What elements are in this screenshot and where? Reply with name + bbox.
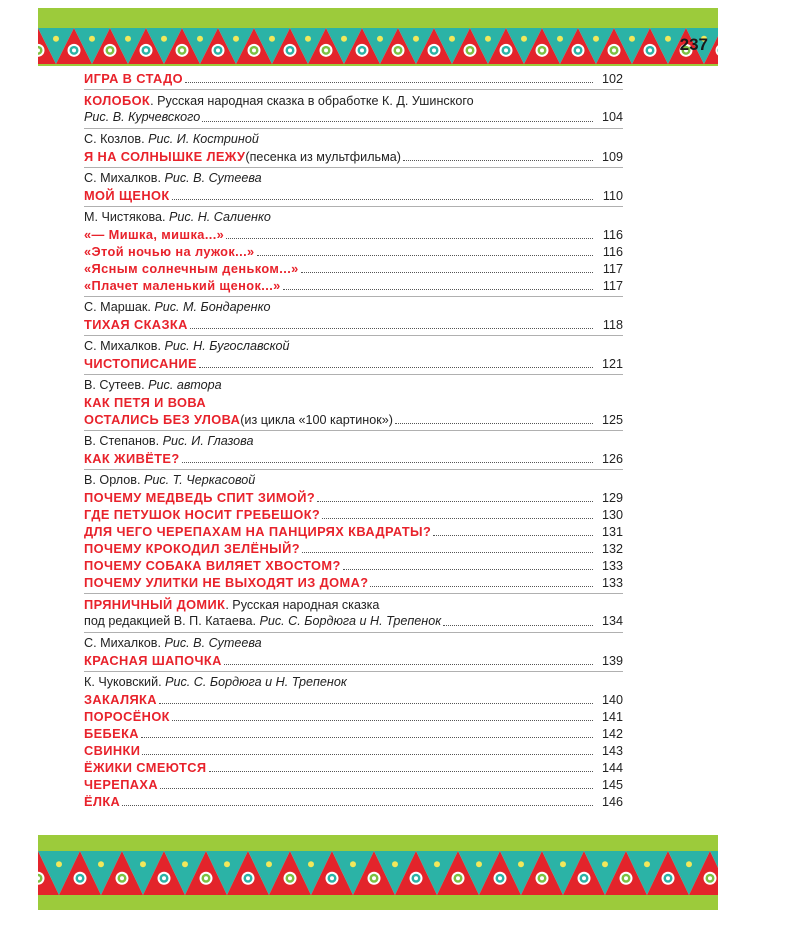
credit-line bbox=[84, 674, 623, 691]
divider bbox=[84, 593, 623, 594]
ornament-dot bbox=[224, 861, 230, 867]
author: С. Маршак. bbox=[84, 300, 151, 314]
ornament-dot bbox=[308, 861, 314, 867]
page-ref: 116 bbox=[602, 245, 623, 259]
toc-line[interactable] bbox=[84, 148, 623, 165]
ornament-dot bbox=[456, 876, 460, 880]
page-ref: 134 bbox=[601, 614, 623, 628]
page-ref: 116 bbox=[602, 228, 623, 242]
credit-line bbox=[84, 299, 623, 316]
page-ref: 117 bbox=[602, 279, 623, 293]
divider bbox=[84, 206, 623, 207]
story-title: «Плачет маленький щенок...» bbox=[84, 278, 281, 293]
leader-dots bbox=[224, 664, 593, 665]
ornament-dot bbox=[204, 876, 208, 880]
page-ref: 126 bbox=[601, 452, 623, 466]
story-title: ПОРОСЁНОК bbox=[84, 709, 170, 724]
ornament-dot bbox=[593, 36, 599, 42]
ornament-dot bbox=[372, 876, 376, 880]
ornament-dot bbox=[432, 48, 436, 52]
toc-line[interactable] bbox=[84, 759, 623, 776]
ornament-dot bbox=[125, 36, 131, 42]
page-ref: 129 bbox=[601, 491, 623, 505]
page-ref: 133 bbox=[601, 559, 623, 573]
ornament-dot bbox=[162, 876, 166, 880]
toc-line[interactable] bbox=[84, 725, 623, 742]
story-title: «Этой ночью на лужок...» bbox=[84, 244, 255, 259]
leader-dots bbox=[343, 569, 593, 570]
toc-line[interactable] bbox=[84, 187, 623, 204]
ornament-dot bbox=[576, 48, 580, 52]
page-ref: 140 bbox=[601, 693, 623, 707]
divider bbox=[84, 167, 623, 168]
story-title: Я НА СОЛНЫШКЕ ЛЕЖУ bbox=[84, 149, 246, 164]
toc-line[interactable] bbox=[84, 523, 623, 540]
toc-line[interactable] bbox=[84, 450, 623, 467]
ornament-dot bbox=[246, 876, 250, 880]
toc-line[interactable] bbox=[84, 776, 623, 793]
divider bbox=[84, 374, 623, 375]
leader-dots bbox=[209, 771, 594, 772]
illustrator: Рис. Т. Черкасовой bbox=[143, 473, 256, 487]
story-title: ЁЖИКИ СМЕЮТСЯ bbox=[84, 760, 207, 775]
illustrator: Рис. автора bbox=[148, 378, 222, 392]
author: С. Михалков. bbox=[84, 171, 161, 185]
leader-dots bbox=[172, 720, 593, 721]
ornament-dot bbox=[197, 36, 203, 42]
page-ref: 118 bbox=[602, 318, 623, 332]
story-title: ЧИСТОПИСАНИЕ bbox=[84, 356, 197, 371]
story-title: КАК ПЕТЯ И ВОВА bbox=[84, 395, 207, 410]
ornament-dot bbox=[557, 36, 563, 42]
ornament-dot bbox=[498, 876, 502, 880]
toc-line[interactable] bbox=[84, 506, 623, 523]
ornament-dot bbox=[216, 48, 220, 52]
ornament-dot bbox=[377, 36, 383, 42]
toc-entry bbox=[84, 596, 623, 630]
author: В. Орлов. bbox=[84, 473, 141, 487]
ornament-dot bbox=[72, 48, 76, 52]
ornament-dot bbox=[144, 48, 148, 52]
divider bbox=[84, 430, 623, 431]
top-ornament-band bbox=[38, 8, 718, 66]
page-number: 237 bbox=[679, 35, 708, 54]
story-title: БЕБЕКА bbox=[84, 726, 139, 741]
story-title: ЗАКАЛЯКА bbox=[84, 692, 157, 707]
leader-dots bbox=[159, 703, 593, 704]
credit-line bbox=[84, 170, 623, 187]
toc-line[interactable] bbox=[84, 92, 623, 109]
credit-line bbox=[84, 377, 623, 394]
page-ref: 102 bbox=[601, 72, 623, 86]
toc-entry bbox=[84, 92, 623, 126]
ornament-dot bbox=[540, 876, 544, 880]
toc-line[interactable] bbox=[84, 557, 623, 574]
toc-line[interactable] bbox=[84, 226, 623, 243]
page-ref: 144 bbox=[601, 761, 623, 775]
leader-dots bbox=[301, 272, 593, 273]
toc-line[interactable] bbox=[84, 596, 623, 613]
leader-dots bbox=[322, 518, 593, 519]
illustrator: Рис. И. Костриной bbox=[148, 132, 259, 146]
ornament-dot bbox=[666, 876, 670, 880]
leader-dots bbox=[172, 199, 593, 200]
table-of-contents bbox=[84, 70, 623, 810]
leader-dots bbox=[122, 805, 593, 806]
divider bbox=[84, 335, 623, 336]
ornament-dot bbox=[161, 36, 167, 42]
story-note: (из цикла «100 картинок») bbox=[240, 413, 393, 427]
leader-dots bbox=[403, 160, 593, 161]
story-title: ОСТАЛИСЬ БЕЗ УЛОВА bbox=[84, 412, 241, 427]
story-title: ПРЯНИЧНЫЙ ДОМИК bbox=[84, 597, 226, 612]
ornament-dot bbox=[560, 861, 566, 867]
story-title: ЁЛКА bbox=[84, 794, 121, 809]
story-title: ДЛЯ ЧЕГО ЧЕРЕПАХАМ НА ПАНЦИРЯХ КВАДРАТЫ? bbox=[84, 524, 432, 539]
toc-entry bbox=[84, 338, 623, 372]
ornament-dot bbox=[288, 876, 292, 880]
ornament-dot bbox=[266, 861, 272, 867]
ornament-dot bbox=[288, 48, 292, 52]
author: С. Михалков. bbox=[84, 636, 161, 650]
story-note: . Русская народная сказка в обработке К. Д. Ушинского bbox=[150, 94, 474, 108]
toc-entry bbox=[84, 433, 623, 467]
ornament-dot bbox=[686, 861, 692, 867]
page-ref: 146 bbox=[601, 795, 623, 809]
toc-entry bbox=[84, 70, 623, 87]
leader-dots bbox=[199, 367, 593, 368]
illustrator: Рис. С. Бордюга и Н. Трепенок bbox=[259, 614, 442, 628]
leader-dots bbox=[302, 552, 593, 553]
ornament-dot bbox=[629, 36, 635, 42]
toc-entry bbox=[84, 209, 623, 294]
leader-dots bbox=[395, 423, 593, 424]
toc-entry bbox=[84, 635, 623, 669]
author: М. Чистякова. bbox=[84, 210, 166, 224]
ornament-dot bbox=[665, 36, 671, 42]
toc-line[interactable] bbox=[84, 742, 623, 759]
ornament-dot bbox=[476, 861, 482, 867]
ornament-dot bbox=[485, 36, 491, 42]
book-page bbox=[38, 8, 718, 908]
ornament-dot bbox=[612, 48, 616, 52]
ornament-dot bbox=[324, 48, 328, 52]
illustrator: Рис. В. Сутеева bbox=[164, 171, 262, 185]
ornament-dot bbox=[53, 36, 59, 42]
credit-line bbox=[84, 433, 623, 450]
ornament-dot bbox=[413, 36, 419, 42]
ornament-dot bbox=[648, 48, 652, 52]
ornament-dot bbox=[305, 36, 311, 42]
story-title: ПОЧЕМУ МЕДВЕДЬ СПИТ ЗИМОЙ? bbox=[84, 490, 316, 505]
toc-line[interactable] bbox=[84, 355, 623, 372]
page-ref: 104 bbox=[601, 110, 623, 124]
ornament-dot bbox=[434, 861, 440, 867]
toc-line[interactable] bbox=[84, 613, 623, 630]
toc-entry bbox=[84, 674, 623, 810]
toc-line[interactable] bbox=[84, 109, 623, 126]
ornament-dot bbox=[414, 876, 418, 880]
page-ref: 139 bbox=[601, 654, 623, 668]
story-title: КОЛОБОК bbox=[84, 93, 151, 108]
toc-entry bbox=[84, 170, 623, 204]
ornament-dot bbox=[392, 861, 398, 867]
credit-line bbox=[84, 131, 623, 148]
illustrator: Рис. В. Курчевского bbox=[84, 110, 201, 124]
leader-dots bbox=[160, 788, 593, 789]
leader-dots bbox=[226, 238, 593, 239]
toc-line[interactable] bbox=[84, 793, 623, 810]
toc-line[interactable] bbox=[84, 489, 623, 506]
leader-dots bbox=[283, 289, 593, 290]
divider bbox=[84, 469, 623, 470]
divider bbox=[84, 89, 623, 90]
author: К. Чуковский. bbox=[84, 675, 162, 689]
story-title: «— Мишка, мишка...» bbox=[84, 227, 225, 242]
ornament-dot bbox=[449, 36, 455, 42]
toc-entry bbox=[84, 377, 623, 428]
story-title: КРАСНАЯ ШАПОЧКА bbox=[84, 653, 222, 668]
toc-line[interactable] bbox=[84, 316, 623, 333]
credit-line bbox=[84, 635, 623, 652]
page-ref: 130 bbox=[601, 508, 623, 522]
ornament-dot bbox=[602, 861, 608, 867]
page-ref: 133 bbox=[601, 576, 623, 590]
story-title: ИГРА В СТАДО bbox=[84, 71, 183, 86]
ornament-dot bbox=[89, 36, 95, 42]
toc-line[interactable] bbox=[84, 574, 623, 591]
divider bbox=[84, 128, 623, 129]
illustrator: Рис. С. Бордюга и Н. Трепенок bbox=[165, 675, 347, 689]
leader-dots bbox=[185, 82, 593, 83]
story-title: КАК ЖИВЁТЕ? bbox=[84, 451, 180, 466]
toc-entry bbox=[84, 131, 623, 165]
ornament-dot bbox=[78, 876, 82, 880]
author: В. Степанов. bbox=[84, 434, 160, 448]
story-title: «Ясным солнечным деньком...» bbox=[84, 261, 299, 276]
ornament-dot bbox=[108, 48, 112, 52]
ornament-dot bbox=[582, 876, 586, 880]
story-title: ПОЧЕМУ УЛИТКИ НЕ ВЫХОДЯТ ИЗ ДОМА? bbox=[84, 575, 369, 590]
leader-dots bbox=[370, 586, 593, 587]
page-ref: 145 bbox=[601, 778, 623, 792]
page-ref: 109 bbox=[601, 150, 623, 164]
toc-line[interactable] bbox=[84, 691, 623, 708]
illustrator: Рис. В. Сутеева bbox=[164, 636, 262, 650]
credit-line bbox=[84, 209, 623, 226]
leader-dots bbox=[443, 625, 593, 626]
triangle-ornament bbox=[38, 8, 718, 66]
story-title: ГДЕ ПЕТУШОК НОСИТ ГРЕБЕШОК? bbox=[84, 507, 321, 522]
credit-line bbox=[84, 472, 623, 489]
toc-line[interactable] bbox=[84, 708, 623, 725]
toc-entry bbox=[84, 472, 623, 591]
ornament-dot bbox=[120, 876, 124, 880]
ornament-dot bbox=[708, 876, 712, 880]
ornament-dot bbox=[360, 48, 364, 52]
story-note: (песенка из мультфильма) bbox=[245, 150, 401, 164]
divider bbox=[84, 632, 623, 633]
leader-dots bbox=[142, 754, 593, 755]
ornament-dot bbox=[98, 861, 104, 867]
leader-dots bbox=[257, 255, 593, 256]
ornament-dot bbox=[233, 36, 239, 42]
author: С. Козлов. bbox=[84, 132, 145, 146]
page-ref: 131 bbox=[601, 525, 623, 539]
story-note: . Русская народная сказка bbox=[225, 598, 380, 612]
leader-dots bbox=[433, 535, 593, 536]
leader-dots bbox=[141, 737, 593, 738]
story-note: под редакцией В. П. Катаева. bbox=[84, 614, 256, 628]
page-ref: 132 bbox=[601, 542, 623, 556]
ornament-dot bbox=[468, 48, 472, 52]
story-title: МОЙ ЩЕНОК bbox=[84, 188, 170, 203]
toc-line[interactable] bbox=[84, 652, 623, 669]
ornament-dot bbox=[269, 36, 275, 42]
page-ref: 142 bbox=[601, 727, 623, 741]
ornament-dot bbox=[624, 876, 628, 880]
author: С. Михалков. bbox=[84, 339, 161, 353]
ornament-dot bbox=[644, 861, 650, 867]
ornament-dot bbox=[350, 861, 356, 867]
story-title: ЧЕРЕПАХА bbox=[84, 777, 159, 792]
toc-line[interactable] bbox=[84, 70, 623, 87]
divider bbox=[84, 296, 623, 297]
credit-line bbox=[84, 338, 623, 355]
toc-line[interactable] bbox=[84, 243, 623, 260]
ornament-dot bbox=[330, 876, 334, 880]
page-ref: 143 bbox=[601, 744, 623, 758]
toc-line[interactable] bbox=[84, 540, 623, 557]
toc-line[interactable] bbox=[84, 411, 623, 428]
story-title: ПОЧЕМУ КРОКОДИЛ ЗЕЛЁНЫЙ? bbox=[84, 541, 300, 556]
ornament-dot bbox=[504, 48, 508, 52]
illustrator: Рис. Н. Салиенко bbox=[169, 210, 271, 224]
leader-dots bbox=[182, 462, 593, 463]
author: В. Сутеев. bbox=[84, 378, 145, 392]
toc-line[interactable] bbox=[84, 260, 623, 277]
ornament-dot bbox=[518, 861, 524, 867]
story-title: ПОЧЕМУ СОБАКА ВИЛЯЕТ ХВОСТОМ? bbox=[84, 558, 341, 573]
ornament-dot bbox=[540, 48, 544, 52]
triangle-ornament bbox=[38, 835, 718, 910]
story-title: ТИХАЯ СКАЗКА bbox=[84, 317, 188, 332]
ornament-dot bbox=[341, 36, 347, 42]
page-ref: 121 bbox=[601, 357, 623, 371]
ornament-dot bbox=[182, 861, 188, 867]
leader-dots bbox=[317, 501, 593, 502]
ornament-dot bbox=[140, 861, 146, 867]
toc-line[interactable] bbox=[84, 394, 623, 411]
ornament-dot bbox=[396, 48, 400, 52]
page-ref: 141 bbox=[601, 710, 623, 724]
leader-dots bbox=[190, 328, 593, 329]
ornament-dot bbox=[252, 48, 256, 52]
illustrator: Рис. Н. Бугославской bbox=[164, 339, 290, 353]
story-title: СВИНКИ bbox=[84, 743, 141, 758]
ornament-dot bbox=[56, 861, 62, 867]
illustrator: Рис. И. Глазова bbox=[162, 434, 254, 448]
toc-entry bbox=[84, 299, 623, 333]
ornament-dot bbox=[521, 36, 527, 42]
illustrator: Рис. М. Бондаренко bbox=[154, 300, 271, 314]
toc-line[interactable] bbox=[84, 277, 623, 294]
divider bbox=[84, 671, 623, 672]
page-ref: 117 bbox=[602, 262, 623, 276]
page-ref: 125 bbox=[601, 413, 623, 427]
page-ref: 110 bbox=[602, 189, 623, 203]
leader-dots bbox=[202, 121, 593, 122]
bottom-ornament-band bbox=[38, 835, 718, 910]
ornament-dot bbox=[180, 48, 184, 52]
